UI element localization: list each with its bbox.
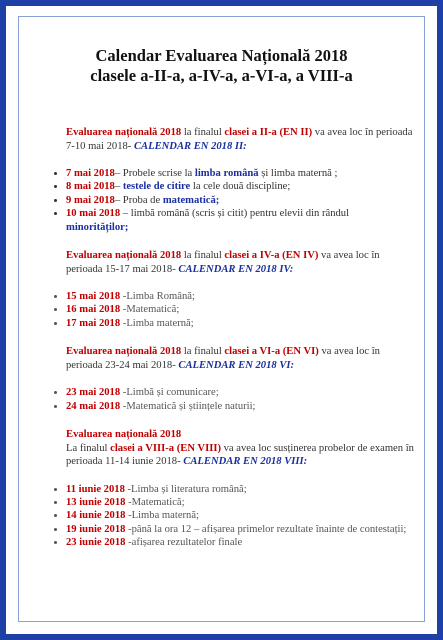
- intro-text: va avea loc în perioada 15-17 mai 2018-: [66, 250, 380, 275]
- list-item: [66, 536, 414, 549]
- item-date: 13 iunie 2018: [66, 496, 126, 508]
- list-item: [66, 400, 414, 413]
- calendar-content: [54, 126, 414, 565]
- item-text: -Matematică și științele naturii;: [120, 400, 256, 412]
- section-intro-en-ii: [66, 126, 414, 153]
- section-heading: Evaluarea națională 2018: [66, 346, 182, 358]
- list-item: [66, 180, 414, 193]
- list-en-vi: [54, 386, 414, 413]
- list-en-iv: [54, 290, 414, 330]
- item-emphasis: testele de citire: [122, 181, 191, 193]
- intro-text: la finalul: [181, 250, 225, 262]
- item-text: și limba maternă ;: [258, 168, 338, 179]
- item-emphasis: limba română: [194, 168, 259, 179]
- list-en-ii: [54, 167, 414, 234]
- item-text: -Matematică;: [125, 496, 185, 508]
- item-text: -Limba și literatura română;: [124, 483, 247, 495]
- intro-text: la finalul: [181, 346, 225, 358]
- list-item: [66, 483, 414, 496]
- item-text: -Matematică;: [120, 304, 180, 316]
- class-label: clasei a VIII-a (EN VIII): [110, 442, 221, 454]
- class-label: clasei a VI-a (EN VI): [224, 346, 319, 358]
- item-text: -Limba maternă;: [125, 510, 199, 522]
- item-date: 23 mai 2018: [66, 387, 121, 399]
- title-line-1: Calendar Evaluarea Națională 2018: [95, 46, 348, 65]
- class-label: clasei a II-a (EN II): [224, 127, 313, 138]
- list-item: [66, 167, 414, 180]
- item-text: -Limba maternă;: [120, 317, 194, 329]
- list-item: [66, 496, 414, 509]
- class-label: clasei a IV-a (EN IV): [224, 250, 319, 262]
- section-heading: Evaluarea națională 2018: [66, 250, 182, 262]
- item-text: la cele două discipline;: [190, 181, 291, 193]
- section-heading: Evaluarea națională 2018: [66, 429, 182, 441]
- list-item: [66, 509, 414, 522]
- section-intro-en-vi: [66, 345, 414, 372]
- item-date: 16 mai 2018: [66, 304, 121, 316]
- item-date: 19 iunie 2018: [66, 523, 126, 535]
- item-date: 10 mai 2018: [66, 208, 121, 220]
- item-date: 11 iunie 2018: [66, 483, 125, 495]
- item-date: 7 mai 2018: [66, 168, 115, 179]
- calendar-label: CALENDAR EN 2018 VIII:: [183, 456, 308, 468]
- title-line-2: clasele a-II-a, a-IV-a, a-VI-a, a VIII-a: [90, 66, 353, 85]
- item-date: 24 mai 2018: [66, 400, 121, 412]
- list-item: [66, 290, 414, 303]
- intro-text: va avea loc în perioada 23-24 mai 2018-: [66, 346, 380, 371]
- item-text: -Limbă și comunicare;: [120, 387, 219, 399]
- item-text: – limbă română (scris și citit) pentru elevii din rândul: [120, 208, 350, 220]
- list-item: [66, 207, 414, 234]
- calendar-label: CALENDAR EN 2018 IV:: [178, 263, 294, 275]
- section-intro-en-viii: [66, 428, 414, 469]
- item-date: 9 mai 2018: [66, 194, 115, 206]
- list-item: [66, 194, 414, 207]
- intro-text: La finalul: [66, 442, 111, 454]
- section-intro-en-iv: [66, 249, 414, 276]
- list-item: [66, 317, 414, 330]
- calendar-label: CALENDAR EN 2018 VI:: [178, 359, 295, 371]
- item-date: 15 mai 2018: [66, 291, 121, 303]
- item-date: 17 mai 2018: [66, 317, 121, 329]
- intro-text: va avea loc în perioada 7-10 mai 2018-: [66, 127, 413, 152]
- item-text: – Probele scrise la: [114, 168, 195, 179]
- list-item: [66, 386, 414, 399]
- intro-text: la finalul: [181, 127, 225, 138]
- item-text: – Proba de: [114, 194, 163, 206]
- item-text: -afișarea rezultatelor finale: [125, 537, 243, 549]
- item-text: –: [114, 181, 123, 193]
- item-emphasis: minorităților;: [66, 221, 129, 233]
- item-text: -Limba Română;: [120, 291, 195, 303]
- item-date: 14 iunie 2018: [66, 510, 126, 522]
- section-heading: Evaluarea națională 2018: [66, 127, 182, 138]
- list-item: [66, 303, 414, 316]
- item-text: -până la ora 12 – afișarea primelor rezultate înainte de contestații;: [125, 523, 407, 535]
- intro-text: va avea loc susținerea probelor de examen în perioada 11-14 iunie 2018-: [66, 442, 414, 468]
- list-en-viii: [54, 483, 414, 550]
- calendar-label: CALENDAR EN 2018 II:: [133, 140, 247, 152]
- item-date: 23 iunie 2018: [66, 537, 126, 549]
- item-date: 8 mai 2018: [66, 181, 115, 193]
- page-title: [6, 46, 437, 86]
- item-emphasis: matematică;: [162, 194, 220, 206]
- list-item: [66, 523, 414, 536]
